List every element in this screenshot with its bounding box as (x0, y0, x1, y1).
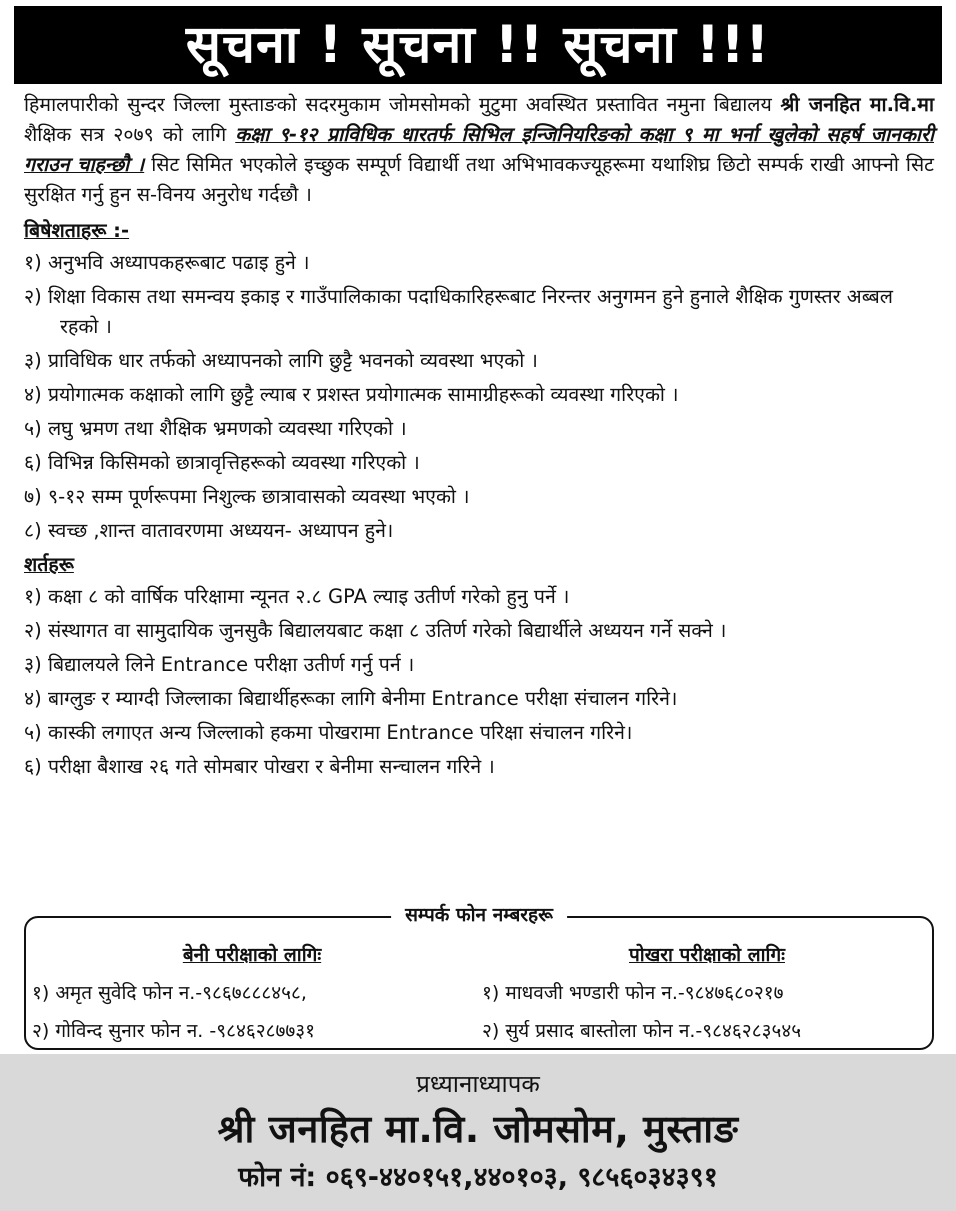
intro-highlight: कक्षा ९-१२ प्राविधिक धारतर्फ सिभिल इन्जिनियरिङको कक्षा ९ मा भर्ना खुलेको सहर्ष जानकारी गराउन चाहन्छौ । (24, 123, 934, 176)
feature-item: ३) प्राविधिक धार तर्फको अध्यापनको लागि छुट्टै भवनको व्यवस्था भएको । (24, 349, 538, 372)
intro-paragraph (24, 90, 934, 210)
feature-item: ४) प्रयोगात्मक कक्षाको लागि छुट्टै ल्याब र प्रशस्त प्रयोगात्मक सामाग्रीहरूको व्यवस्था गरिएको । (24, 383, 679, 406)
pokhara-heading: पोखरा परीक्षाको लागिः (629, 944, 785, 966)
features-list (24, 248, 934, 546)
intro-part-1: हिमालपारीको सुन्दर जिल्ला मुस्ताङको सदरमुकाम जोमसोमको मुटुमा अवस्थित प्रस्तावित नमुना बिद्यालय (24, 93, 781, 116)
footer-phone: फोन नं: ०६९-४४०१५१,४४०१०३, ९८५६०३४३९१ (238, 1162, 718, 1193)
conditions-title: शर्तहरू (24, 553, 74, 576)
contact-box (24, 904, 934, 1050)
feature-item: ५) लघु भ्रमण तथा शैक्षिक भ्रमणको व्यवस्था गरिएको । (24, 417, 407, 440)
feature-item: २) शिक्षा विकास तथा समन्वय इकाइ र गाउँपालिकाका पदाधिकारिहरूबाट निरन्तर अनुगमन हुने हुनाले शैक्षिक गुणस्तर अब्बल रहको । (24, 285, 893, 338)
condition-item: ६) परीक्षा बैशाख २६ गते सोमबार पोखरा र बेनीमा सन्चालन गरिने । (24, 755, 495, 778)
feature-item: १) अनुभवि अध्यापकहरूबाट पढाइ हुने । (24, 251, 310, 274)
pokhara-contacts (482, 936, 932, 1050)
principal-title: प्रध्यानाध्यापक (416, 1070, 540, 1098)
notice-body (24, 90, 934, 786)
condition-item: ५) कास्की लगाएत अन्य जिल्लाको हकमा पोखरामा Entrance परिक्षा संचालन गरिने। (24, 721, 633, 744)
condition-item: ४) बाग्लुङ र म्याग्दी जिल्लाका बिद्यार्थीहरूका लागि बेनीमा Entrance परीक्षा संचालन गरिने। (24, 687, 678, 710)
features-title: बिषेशताहरू :- (24, 219, 130, 242)
pokhara-contact-item: २) सुर्य प्रसाद बास्तोला फोन न.-९८४६२८३५४५ (482, 1020, 802, 1042)
condition-item: ३) बिद्यालयले लिने Entrance परीक्षा उतीर्ण गर्नु पर्न । (24, 653, 415, 676)
footer-school-name: श्री जनहित मा.वि. जोमसोम, मुस्ताङ (217, 1107, 739, 1151)
intro-part-3: सिट सिमित भएकोले इच्छुक सम्पूर्ण विद्यार्थी तथा अभिभावकज्यूहरूमा यथाशिघ्र छिटो सम्पर्क राखी आफ्नो सिट सुरक्षित गर्नु हुन स-विनय अनुरोध गर्दछौ । (24, 153, 934, 206)
intro-part-2: शैक्षिक सत्र २०७९ को लागि (24, 123, 236, 146)
feature-item: ६) विभिन्न किसिमको छात्रावृत्तिहरूको व्यवस्था गरिएको । (24, 451, 420, 474)
condition-item: २) संस्थागत वा सामुदायिक जुनसुकै बिद्यालयबाट कक्षा ८ उतिर्ण गरेको बिद्यार्थीले अध्ययन गर्ने सक्ने । (24, 619, 727, 642)
intro-school-name: श्री जनहित मा.वि.मा (780, 93, 934, 116)
beni-contact-item: २) गोविन्द सुनार फोन न. -९८४६२८७७३१ (32, 1020, 315, 1042)
condition-item: १) कक्षा ८ को वार्षिक परिक्षामा न्यूनत २.८ GPA ल्याइ उतीर्ण गरेको हुनु पर्ने । (24, 585, 570, 608)
beni-heading: बेनी परीक्षाको लागिः (182, 944, 322, 966)
contact-title: सम्पर्क फोन नम्बरहरू (391, 901, 567, 927)
notice-banner: सूचना ! सूचना !! सूचना !!! (14, 6, 942, 84)
pokhara-contact-item: १) माधवजी भण्डारी फोन न.-९८४७६८०२१७ (482, 982, 784, 1004)
beni-contact-item: १) अमृत सुवेदि फोन न.-९८६७८८८४५८, (32, 982, 307, 1004)
footer (0, 1054, 956, 1211)
conditions-list (24, 582, 934, 782)
feature-item: ८) स्वच्छ ,शान्त वातावरणमा अध्ययन- अध्यापन हुने। (24, 519, 394, 542)
feature-item: ७) ९-१२ सम्म पूर्णरूपमा निशुल्क छात्रावासको व्यवस्था भएको । (24, 485, 470, 508)
beni-contacts (32, 936, 472, 1050)
